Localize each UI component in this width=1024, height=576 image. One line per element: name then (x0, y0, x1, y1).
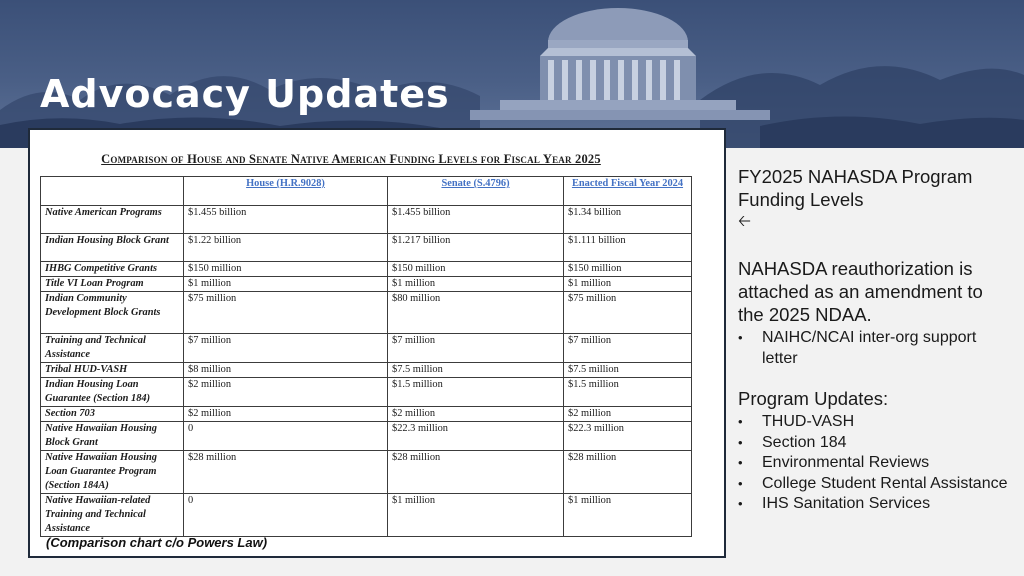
senate-value: $7 million (388, 334, 564, 363)
list-item: • NAIHC/NCAI inter-org support letter (738, 328, 1010, 369)
column-header-house: House (H.R.9028) (184, 177, 388, 206)
program-name: Native Hawaiian-related Training and Technical Assistance (41, 494, 184, 537)
program-updates-list (738, 412, 1010, 515)
program-name: Native Hawaiian Housing Loan Guarantee Program (Section 184A) (41, 451, 184, 494)
enacted-value: $150 million (564, 262, 692, 277)
list-item: • College Student Rental Assistance (738, 474, 1010, 495)
table-row (41, 422, 692, 451)
program-name: Section 703 (41, 407, 184, 422)
program-name: Training and Technical Assistance (41, 334, 184, 363)
table-row (41, 363, 692, 378)
enacted-value: $28 million (564, 451, 692, 494)
column-header (41, 177, 184, 206)
program-name: Indian Community Development Block Grants (41, 292, 184, 334)
program-name: IHBG Competitive Grants (41, 262, 184, 277)
page-title: Advocacy Updates (40, 72, 450, 116)
table-row (41, 334, 692, 363)
list-item: • Section 184 (738, 433, 1010, 454)
table-heading: Comparison of House and Senate Native American Funding Levels for Fiscal Year 2025 (101, 152, 601, 166)
house-value: $75 million (184, 292, 388, 334)
table-caption: (Comparison chart c/o Powers Law) (46, 535, 268, 550)
senate-value: $2 million (388, 407, 564, 422)
house-value: $150 million (184, 262, 388, 277)
program-name: Tribal HUD-VASH (41, 363, 184, 378)
enacted-value: $75 million (564, 292, 692, 334)
house-value: $8 million (184, 363, 388, 378)
enacted-value: $1 million (564, 494, 692, 537)
program-name: Title VI Loan Program (41, 277, 184, 292)
program-updates-heading: Program Updates: (738, 388, 889, 409)
table-row (41, 234, 692, 262)
senate-value: $7.5 million (388, 363, 564, 378)
program-name: Indian Housing Loan Guarantee (Section 184) (41, 378, 184, 407)
table-row (41, 378, 692, 407)
senate-value: $22.3 million (388, 422, 564, 451)
senate-value: $1 million (388, 277, 564, 292)
list-item: • Environmental Reviews (738, 453, 1010, 474)
house-value: $7 million (184, 334, 388, 363)
table-row (41, 277, 692, 292)
house-value: $1.455 billion (184, 206, 388, 234)
table-row (41, 206, 692, 234)
senate-value: $1 million (388, 494, 564, 537)
program-name: Indian Housing Block Grant (41, 234, 184, 262)
funding-comparison-table (40, 176, 692, 537)
table-header-row (41, 177, 692, 206)
reauthorization-text: NAHASDA reauthorization is attached as an amendment to the 2025 NDAA. (738, 258, 983, 325)
house-value: $28 million (184, 451, 388, 494)
table-row (41, 451, 692, 494)
program-name: Native American Programs (41, 206, 184, 234)
reauthorization-bullets (738, 328, 1010, 369)
senate-value: $150 million (388, 262, 564, 277)
senate-value: $80 million (388, 292, 564, 334)
house-value: 0 (184, 494, 388, 537)
table-row (41, 407, 692, 422)
enacted-value: $22.3 million (564, 422, 692, 451)
enacted-value: $2 million (564, 407, 692, 422)
enacted-value: $1 million (564, 277, 692, 292)
column-header-senate: Senate (S.4796) (388, 177, 564, 206)
table-row (41, 494, 692, 537)
senate-value: $1.455 billion (388, 206, 564, 234)
funding-levels-label: FY2025 NAHASDA Program Funding Levels (738, 166, 973, 210)
senate-value: $28 million (388, 451, 564, 494)
list-item: • THUD-VASH (738, 412, 1010, 433)
senate-value: $1.217 billion (388, 234, 564, 262)
house-value: $1 million (184, 277, 388, 292)
arrow-left-icon: 🡠 (738, 213, 751, 230)
enacted-value: $7 million (564, 334, 692, 363)
house-value: 0 (184, 422, 388, 451)
table-row (41, 292, 692, 334)
enacted-value: $1.5 million (564, 378, 692, 407)
senate-value: $1.5 million (388, 378, 564, 407)
enacted-value: $7.5 million (564, 363, 692, 378)
house-value: $1.22 billion (184, 234, 388, 262)
sidebar-notes (738, 165, 1010, 515)
list-item: • IHS Sanitation Services (738, 494, 1010, 515)
house-value: $2 million (184, 407, 388, 422)
enacted-value: $1.34 billion (564, 206, 692, 234)
house-value: $2 million (184, 378, 388, 407)
table-row (41, 262, 692, 277)
enacted-value: $1.111 billion (564, 234, 692, 262)
column-header-enacted-2024: Enacted Fiscal Year 2024 (564, 177, 692, 206)
program-name: Native Hawaiian Housing Block Grant (41, 422, 184, 451)
